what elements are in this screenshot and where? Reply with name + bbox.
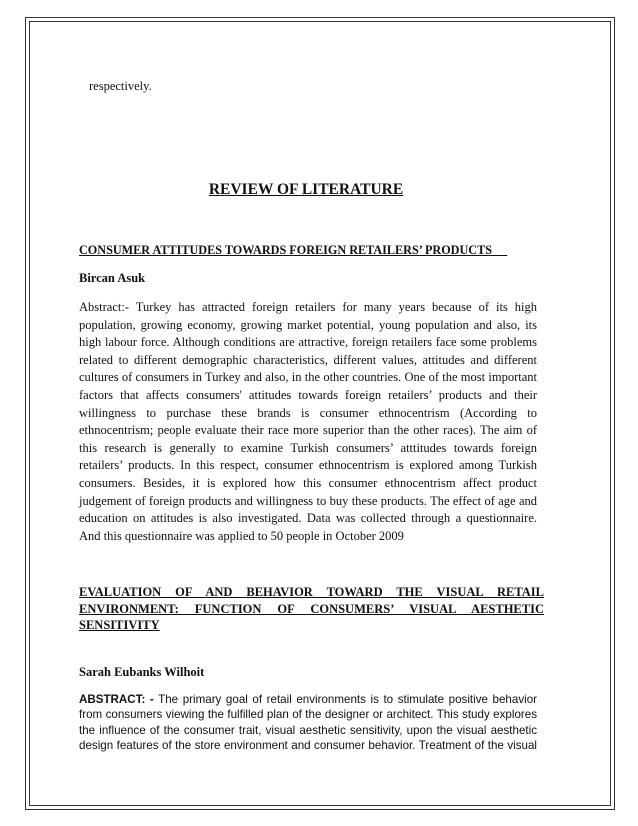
abstract-line: from consumers viewing the fulfilled plan of the designer or architect. This study explores (79, 708, 537, 722)
article2-author: Sarah Eubanks Wilhoit (79, 665, 205, 679)
abstract-line: education on attitudes is also investigated. Data was collected through a questionnaire. (79, 511, 537, 526)
article2-heading-line: SENSITIVITY (79, 618, 160, 632)
article2-abstract (79, 692, 537, 754)
abstract-line: cultures of consumers in Turkey and also, in the other countries. One of the most important (79, 370, 537, 385)
abstract-line: population, growing economy, growing market potential, young population and also, its (79, 317, 537, 332)
abstract-line: high labour force. Although conditions are attractive, foreign retailers face some problems (79, 335, 537, 350)
article1-abstract (79, 299, 537, 545)
abstract-line: Abstract:- Turkey has attracted foreign retailers for many years because of its high (79, 300, 537, 314)
abstract-line: related to different demographic characteristics, different values, attitudes and different (79, 352, 537, 367)
article1-heading (79, 243, 531, 258)
continuation-text: respectively. (89, 79, 152, 93)
abstract-line-text: The primary goal of retail environments is to stimulate positive behavior (158, 693, 538, 706)
abstract-line: this research is generally to examine Turkish consumers’ atttitudes towards foreign (79, 440, 537, 455)
article1-author: Bircan Asuk (79, 271, 146, 285)
abstract-line: And this questionnaire was applied to 50 people in October 2009 (79, 528, 404, 543)
abstract-line: the influence of the consumer trait, visual aesthetic sensitivity, upon the visual aesthetic (79, 723, 537, 737)
article2-heading-line: EVALUATION OF AND BEHAVIOR TOWARD THE VISUAL RETAIL (79, 585, 544, 599)
abstract-line: judgement of foreign products and willingness to buy these products. The effect of age and (79, 493, 537, 508)
abstract-line: ethnocentrism; people evaluate their race more superior than the other races). The aim of (79, 423, 537, 438)
abstract-line (79, 692, 537, 707)
abstract-line: consumers. Besides, it is explored how this consumer ethnocentrism affect product (79, 475, 537, 490)
abstract-line: retailers’ products. In this respect, consumer ethnocentrism is explored among Turkish (79, 458, 537, 473)
article1-heading-text: CONSUMER ATTITUDES TOWARDS FOREIGN RETAILERS’ PRODUCTS (79, 243, 492, 257)
abstract-line: factors that affects consumers' attitudes towards foreign retailers’ products and their (79, 387, 537, 402)
article2-heading (79, 584, 544, 634)
abstract-line: willingness to purchase these brands is consumer ethnocentrism (According to (79, 405, 537, 420)
abstract-label: ABSTRACT: - (79, 693, 154, 706)
section-title: REVIEW OF LITERATURE (208, 181, 404, 198)
abstract-line: design features of the store environment and consumer behavior. Treatment of the visual (79, 739, 537, 753)
article2-heading-line: ENVIRONMENT: FUNCTION OF CONSUMERS’ VISUAL AESTHETIC (79, 601, 544, 616)
